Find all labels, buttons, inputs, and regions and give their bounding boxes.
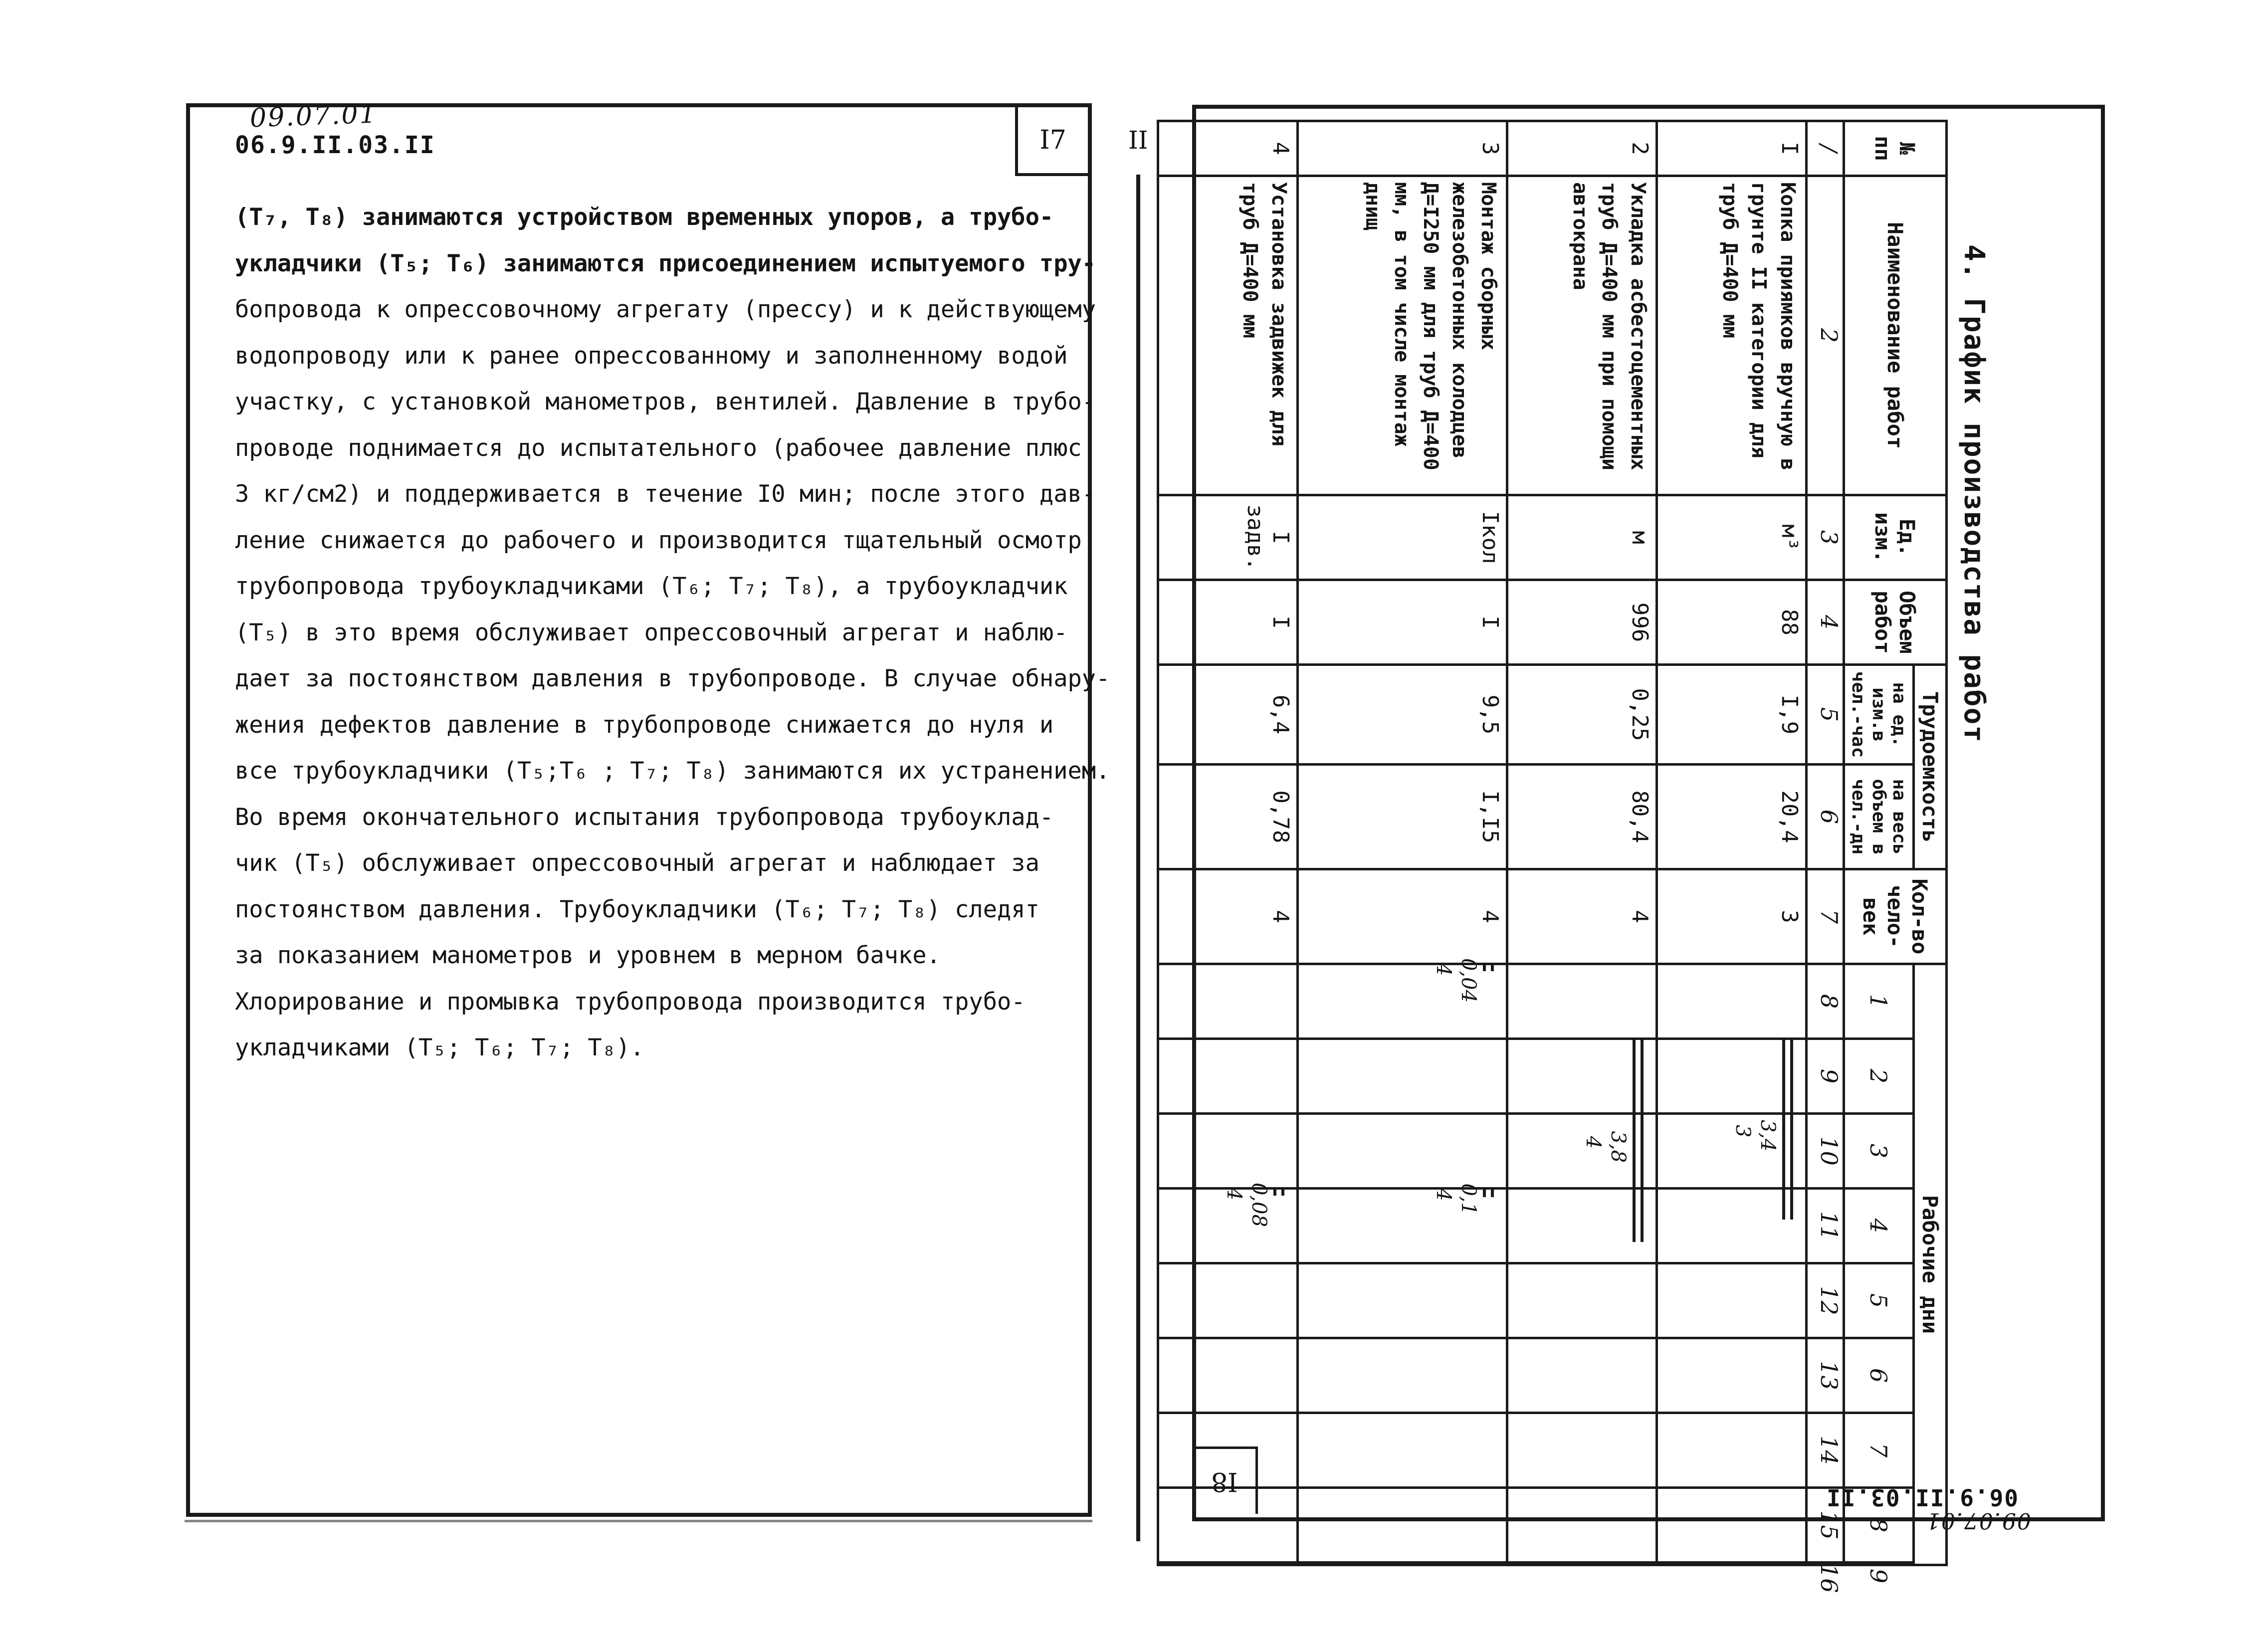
day-cell [1507,1488,1657,1563]
day-cell [1158,1413,1298,1488]
right-handwritten-date: 09.07.01 [1925,1508,2031,1533]
text-line: все трубоукладчики (T₅;T₆ ; T₇; T₈) занимаются их устранением. [235,757,1110,785]
text-line: Хлорирование и промывка трубопровода производится трубо- [235,988,1026,1016]
workers-count: 4 [1507,869,1657,964]
labor-per-unit: I,9 [1657,665,1807,765]
gantt-bar-label: 0,04 [1457,958,1480,1003]
page-number-box [1015,107,1088,176]
text-line: за показанием манометров и уровнем в мерном бачке. [235,942,941,969]
text-line: 3 кг/см2) и поддерживается в течение I0 мин; после этого дав- [235,480,1096,508]
right-page-number: I8 [1211,1466,1238,1496]
column-number: 12 [1807,1263,1844,1338]
section-title: 4. График производства работ [1958,244,1990,744]
day-cell [1298,1263,1507,1338]
day-cell [1158,964,1298,1228]
column-number: 5 [1807,665,1844,765]
column-number: 11 [1807,1189,1844,1263]
volume: 996 [1507,580,1657,665]
workers-count: 3 [1657,869,1807,964]
header-unit: Ед. изм. [1844,495,1947,580]
volume: I [1158,580,1298,665]
header-row-1 [1914,121,1947,1565]
day-cell [1298,1338,1507,1413]
day-cell [1507,1413,1657,1488]
header-name: Наименование работ [1844,176,1947,495]
column-number-row [1807,121,1844,1565]
day-cell [1507,1114,1657,1189]
text-line: водопроводу или к ранее опрессованному и заполненному водой [235,342,1068,370]
table-row [1657,121,1807,1565]
labor-total: 20,4 [1657,765,1807,869]
day-cell [1298,1488,1507,1563]
column-number: 3 [1807,495,1844,580]
workers-count: 4 [1158,869,1298,964]
day-cell [1657,1263,1807,1338]
row-num: I [1657,121,1807,176]
day-cell [1657,1039,1807,1114]
day-cell [1507,1039,1657,1114]
right-doc-code-text: 06.9.II.03.II [1826,1484,2019,1511]
day-cell [1298,958,1507,1216]
day-cell [1298,1114,1507,1189]
text-line: (T₇, T₈) занимаются устройством временных упоров, а трубо- [235,204,1054,231]
header-num: № пп [1844,121,1947,176]
header-workers: Кол-во чело-век [1844,869,1947,964]
day-number: 5 [1844,1263,1914,1338]
column-number: / [1807,121,1844,176]
gantt-bar-workers: 4 [1582,1136,1605,1149]
unit: I задв. [1158,495,1298,580]
column-number: 2 [1807,176,1844,495]
column-number: 13 [1807,1338,1844,1413]
header-volume: Объем работ [1844,580,1947,665]
work-name: Установка задвижек для труб Д=400 мм [1158,176,1298,495]
column-number: 15 [1807,1488,1844,1563]
day-cell [1657,1413,1807,1488]
day-cell [1158,1563,1298,1565]
text-line: дает за постоянством давления в трубопроводе. В случае обнару- [235,665,1110,692]
day-number: 4 [1844,1189,1914,1263]
day-cell [1158,1338,1298,1413]
day-cell [1657,1563,1807,1565]
day-number: 7 [1844,1413,1914,1488]
day-cell [1158,1039,1298,1114]
day-number: 2 [1844,1039,1914,1114]
text-line: чик (T₅) обслуживает опрессовочный агрегат и наблюдает за [235,849,1039,877]
gantt-bar-label: 3,8 [1607,1131,1630,1163]
column-number: 7 [1807,869,1844,964]
gantt-bar-label: 0,08 [1247,1183,1270,1228]
column-number: 8 [1807,964,1844,1039]
gantt-bar-workers: 4 [1432,1188,1455,1201]
work-name: Монтаж сборных железобетонных колодцев Д=I250 мм для труб Д=400 мм, в том числе монтаж днищ [1298,176,1507,495]
day-cell [1507,1338,1657,1413]
text-line: участку, с установкой манометров, вентилей. Давление в трубо- [235,388,1096,415]
text-line: (T₅) в это время обслуживает опрессовочный агрегат и наблю- [235,618,1068,646]
day-cell [1298,1039,1507,1114]
doc-code: 06.9.II.03.II [235,131,435,159]
day-cell [1657,1114,1807,1189]
labor-per-unit: 6,4 [1158,665,1298,765]
day-cell [1507,1263,1657,1338]
gantt-bar-workers: 4 [1223,1188,1245,1201]
text-line: укладчики (T₅; T₆) занимаются присоединением испытуемого тру- [235,249,1096,277]
gantt-bar-workers: 4 [1432,963,1455,976]
handwritten-date: 09.07.01 [249,99,378,134]
labor-total: I,I5 [1298,765,1507,869]
page-number: I7 [1039,125,1066,155]
row-num: 3 [1298,121,1507,176]
text-line: трубопровода трубоукладчиками (T₆; T₇; T₈), а трубоукладчик [235,573,1068,600]
day-cell [1298,1563,1507,1565]
text-line: постоянством давления. Трубоукладчики (T₆; T₇; T₈) следят [235,895,1039,923]
gantt-bar [1483,965,1494,971]
day-number: 9 [1844,1563,1914,1565]
work-schedule-table [1157,120,1948,1593]
day-cell [1657,1338,1807,1413]
day-cell [1298,1189,1507,1263]
column-number: 10 [1807,1114,1844,1189]
row-num: 4 [1158,121,1298,176]
row-num: 2 [1507,121,1657,176]
header-labor-total: на весь объем в чел.-дн [1844,765,1914,869]
text-line: Во время окончательного испытания трубопровода трубоуклад- [235,803,1054,831]
labor-per-unit: 0,25 [1507,665,1657,765]
column-number: 6 [1807,765,1844,869]
text-line: ление снижается до рабочего и производится тщательный осмотр [235,526,1082,554]
day-cell [1507,964,1657,1163]
unit: Iкол [1298,495,1507,580]
labor-per-unit: 9,5 [1298,665,1507,765]
margin-mark: II [1128,126,1148,155]
day-cell [1507,1563,1657,1565]
day-cell [1158,1189,1298,1263]
gantt-bar-workers: 3 [1731,1125,1754,1138]
text-line: жения дефектов давление в трубопроводе снижается до нуля и [235,711,1054,739]
column-number: 9 [1807,1039,1844,1114]
labor-total: 80,4 [1507,765,1657,869]
body-text [235,195,1110,1071]
day-cell [1507,1189,1657,1263]
gantt-bar-label: 0,1 [1457,1183,1480,1216]
work-name: Копка приямков вручную в грунте II категории для труб Д=400 мм [1657,176,1807,495]
work-name: Укладка асбестоцементных труб Д=400 мм при помощи автокрана [1507,176,1657,495]
day-cell [1158,1114,1298,1189]
binding-divider [1136,175,1140,1541]
day-number: 6 [1844,1338,1914,1413]
day-cell [1657,1189,1807,1263]
day-number: 3 [1844,1114,1914,1189]
day-number: 8 [1844,1488,1914,1563]
gantt-bar-label: 3,4 [1756,1120,1779,1152]
day-number: 1 [1844,964,1914,1039]
labor-total: 0,78 [1158,765,1298,869]
text-line: бопровода к опрессовочному агрегату (прессу) и к действующему [235,296,1096,323]
day-cell [1158,1488,1298,1563]
column-number: 14 [1807,1413,1844,1488]
workers-count: 4 [1298,869,1507,964]
table-row [1158,121,1298,1565]
header-days: Рабочие дни [1914,964,1947,1565]
volume: 88 [1657,580,1807,665]
table-row [1507,121,1657,1565]
unit: м [1507,495,1657,580]
header-labor-unit: на ед. изм.в чел.-час [1844,665,1914,765]
volume: I [1298,580,1507,665]
page-edge-smudge [185,1520,1092,1522]
left-page [186,99,1110,1517]
column-number: 16 [1807,1563,1844,1565]
day-cell [1657,964,1807,1152]
day-cell [1657,1488,1807,1563]
column-number: 4 [1807,580,1844,665]
table-row [1298,121,1507,1565]
day-cell [1298,1413,1507,1488]
text-line: проводе поднимается до испытательного (рабочее давление плюс [235,434,1082,462]
header-labor: Трудоемкость [1914,665,1947,869]
unit: м³ [1657,495,1807,580]
day-cell [1158,1263,1298,1338]
text-line: укладчиками (T₅; T₆; T₇; T₈). [235,1034,644,1061]
